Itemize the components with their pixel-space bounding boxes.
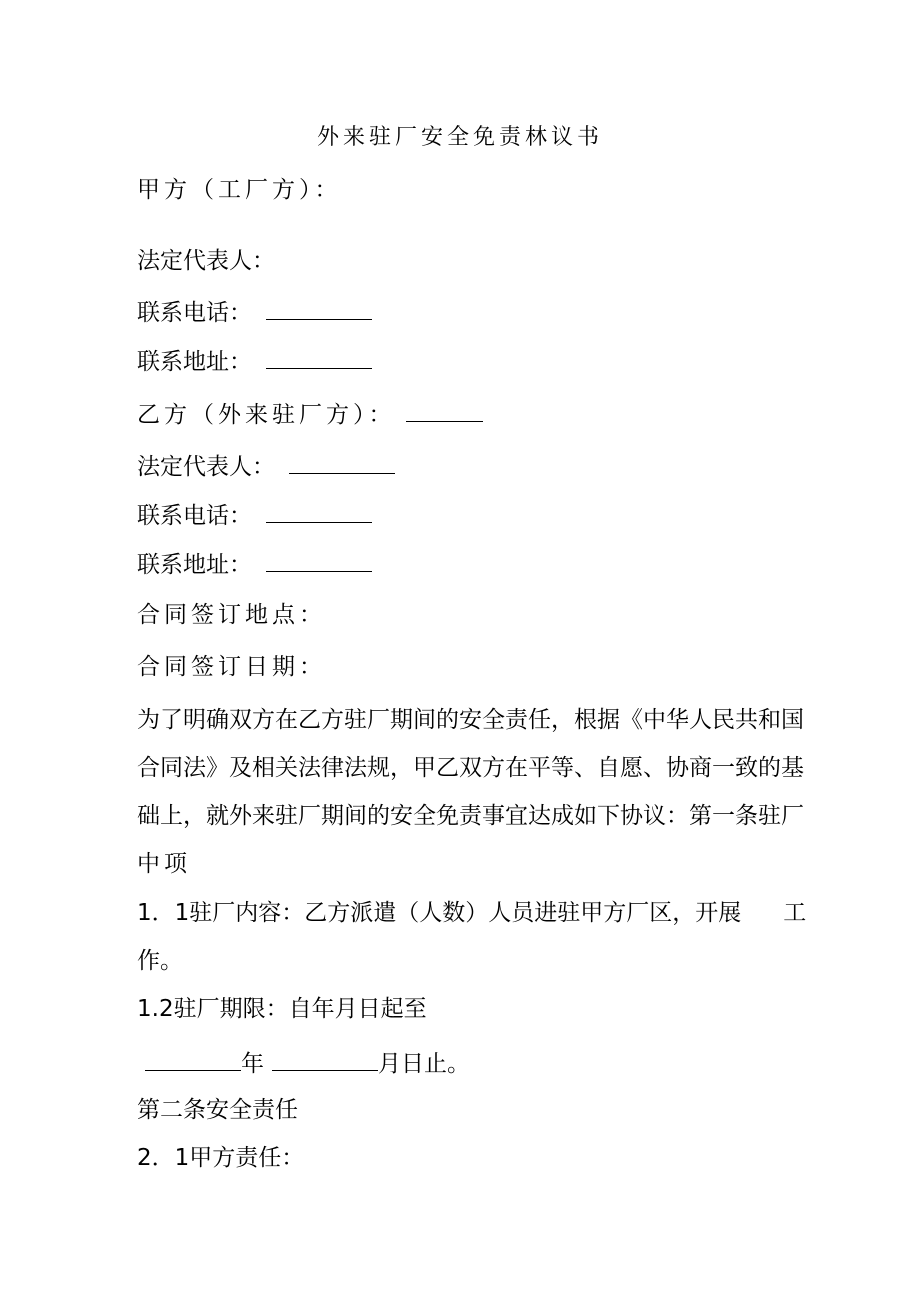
party-a-address-blank: [266, 346, 372, 369]
document-title: 外来驻厂安全免责林议书: [316, 125, 603, 150]
party-a-address-label: 联系地址：: [137, 349, 252, 375]
clause-1-1-tail: 工: [783, 900, 807, 926]
party-a-rep-label: 法定代表人：: [137, 248, 275, 274]
intro-line: 合同法》及相关法律法规，甲乙双方在平等、自愿、协商一致的基: [137, 755, 804, 781]
clause-1-2-text: 1.2驻厂期限：自年月日起至: [137, 996, 427, 1022]
clause-1-2-dates-row: [145, 1048, 470, 1079]
party-b-rep-blank: [289, 451, 395, 474]
party-b-phone-label: 联系电话：: [137, 503, 252, 529]
party-a-phone-row: [137, 297, 372, 328]
year-blank: [145, 1048, 241, 1071]
party-b-rep-row: [137, 451, 395, 482]
party-b-phone-row: [137, 500, 372, 531]
intro-line: 为了明确双方在乙方驻厂期间的安全责任，根据《中华人民共和国: [137, 707, 804, 733]
clause-2-1-text: 2．1甲方责任：: [137, 1145, 305, 1171]
party-b-heading-row: [137, 399, 483, 430]
party-b-phone-blank: [266, 500, 372, 523]
clause-1-1-row: [137, 898, 806, 928]
party-a-phone-label: 联系电话：: [137, 300, 252, 326]
month-day-blank: [272, 1048, 378, 1071]
end-label: 月日止。: [378, 1051, 470, 1077]
article-2-heading: 第二条安全责任: [137, 1097, 298, 1123]
year-label: 年: [241, 1051, 264, 1077]
clause-1-1-text: 1．1驻厂内容：乙方派遣（人数）人员进驻甲方厂区，开展: [137, 900, 742, 926]
clause-1-1-continuation: 作。: [137, 948, 183, 974]
sign-date-label: 合同签订日期：: [137, 654, 326, 680]
party-b-blank: [406, 399, 483, 422]
party-b-rep-label: 法定代表人：: [137, 454, 275, 480]
intro-line: 础上，就外来驻厂期间的安全免责事宜达成如下协议：第一条驻厂: [137, 803, 804, 829]
party-a-heading: 甲方（工厂方）：: [137, 177, 342, 203]
intro-line: 中项: [137, 851, 191, 877]
party-a-phone-blank: [266, 297, 372, 320]
party-b-address-label: 联系地址：: [137, 552, 252, 578]
sign-place-label: 合同签订地点：: [137, 602, 326, 628]
party-b-heading: 乙方（外来驻厂方）：: [137, 402, 396, 428]
party-b-address-blank: [266, 549, 372, 572]
party-b-address-row: [137, 549, 372, 580]
intro-paragraph: [137, 696, 804, 888]
party-a-address-row: [137, 346, 372, 377]
